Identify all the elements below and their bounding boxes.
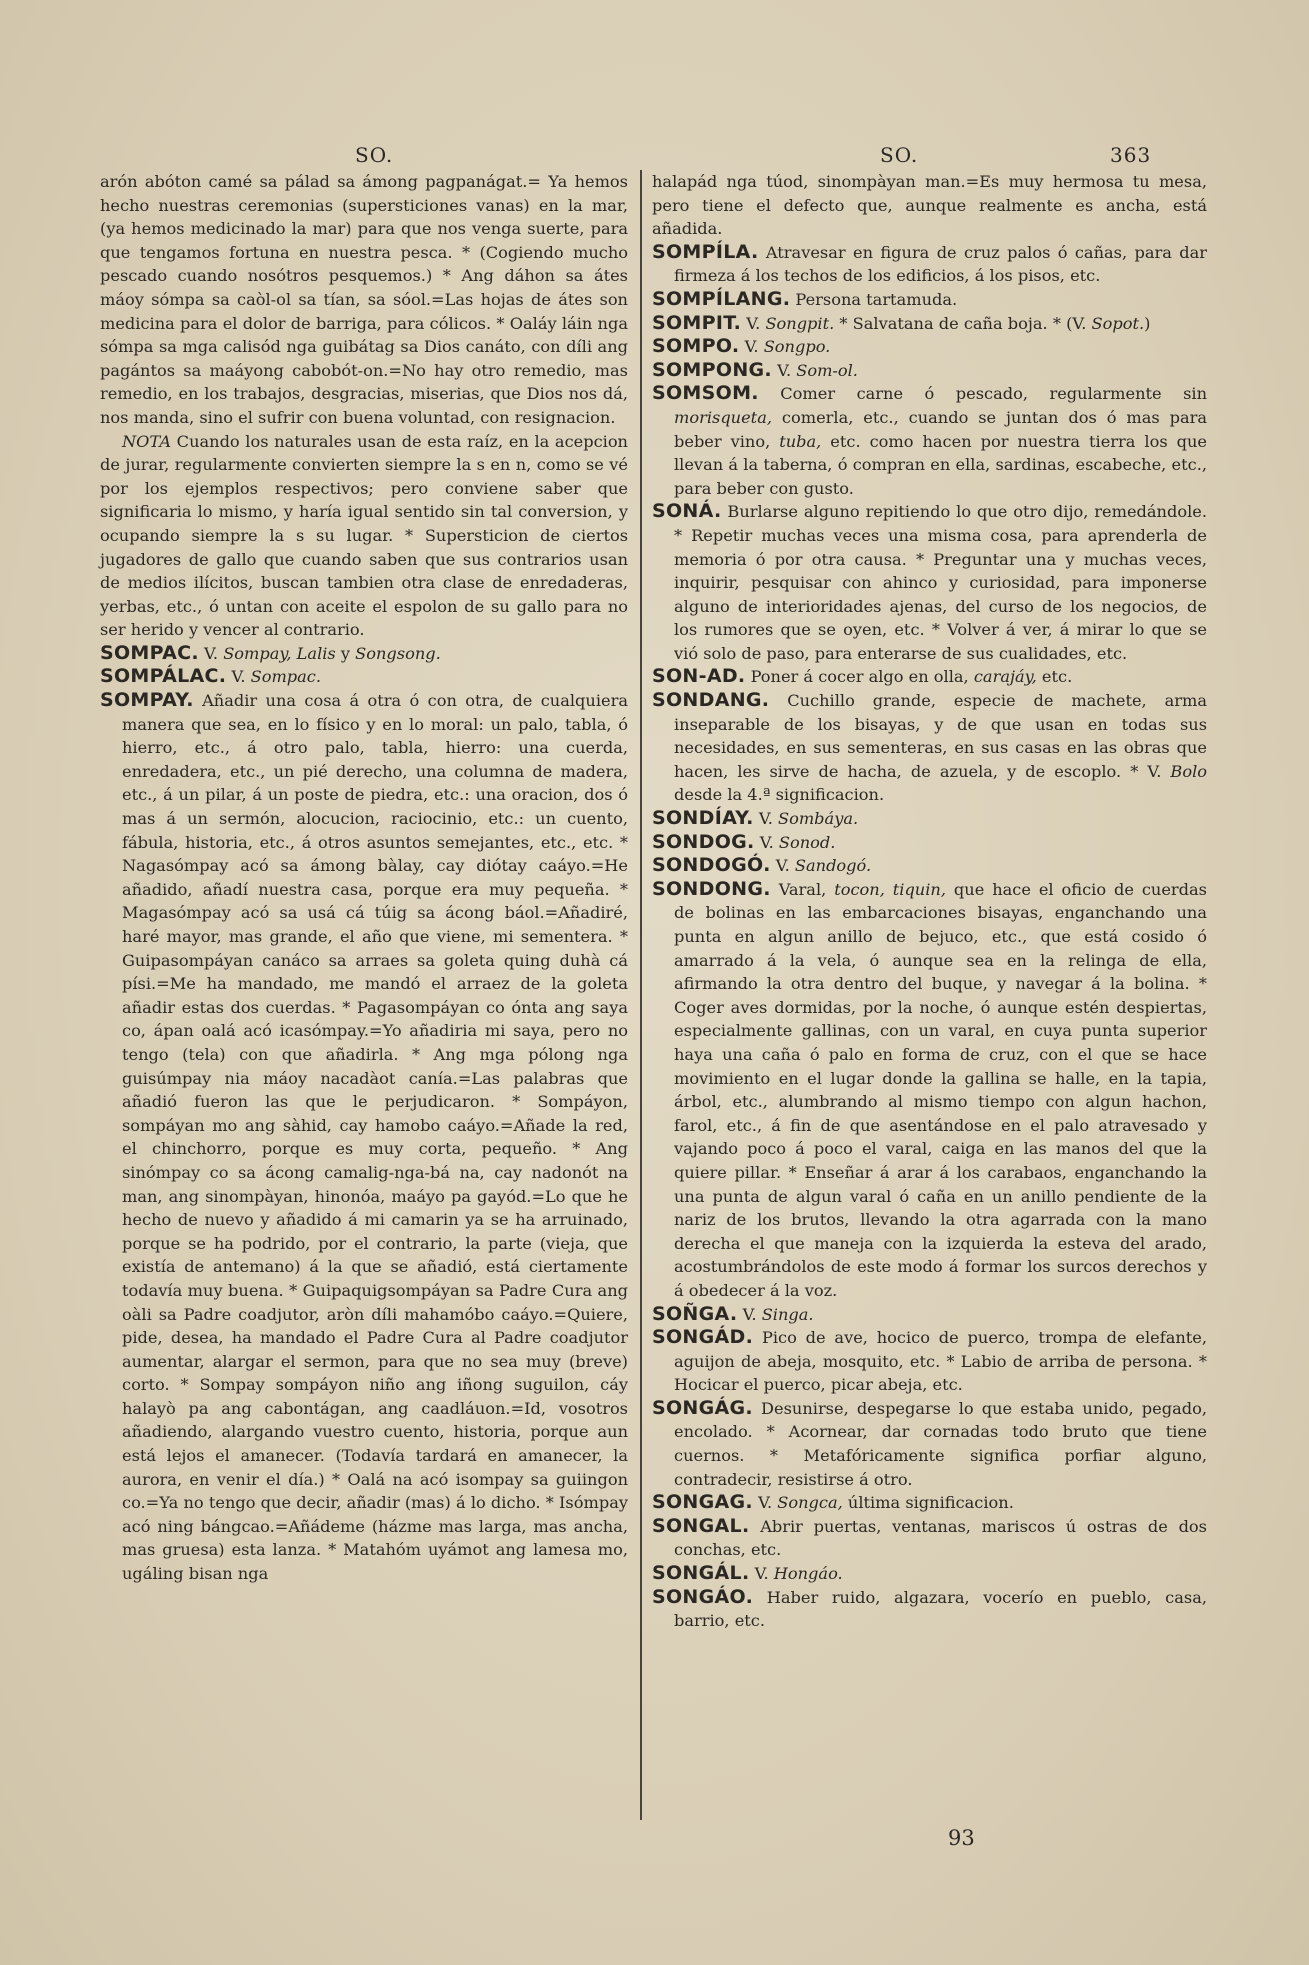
- definition-text: V.: [198, 643, 224, 663]
- definition-text: V.: [752, 1493, 778, 1513]
- cross-reference: Songsong.: [355, 643, 441, 663]
- dictionary-entry: [652, 1303, 1207, 1327]
- left-column: [100, 170, 628, 1586]
- headword: SOÑGA.: [652, 1302, 738, 1325]
- header-right: SO.: [880, 143, 919, 167]
- headword: SONGAL.: [652, 1514, 750, 1537]
- dictionary-entry: [652, 689, 1207, 807]
- right-entries: [652, 241, 1207, 1633]
- definition-text: Pico de ave, hocico de puerco, trompa de elefante, aguijon de abeja, mosquito, etc. * Labio de arriba de persona. * Hocicar el puerco, picar abeja, etc.: [674, 1328, 1207, 1395]
- cross-reference: Sompay, Lalis: [223, 643, 336, 663]
- dictionary-entry: [652, 1491, 1207, 1515]
- definition-text: V.: [753, 809, 778, 829]
- headword: SONGÁG.: [652, 1396, 753, 1419]
- headword: SOMPO.: [652, 335, 740, 358]
- dictionary-entry: [652, 1397, 1207, 1491]
- definition-text: Cuchillo grande, especie de machete, arma inseparable de los bisayas, y de que usan en todas sus necesidades, en sus sementeras, en sus casas en las obras que hacen, les sirve de hacha, de azuela, y de escoplo. * V.: [674, 691, 1207, 781]
- definition-text: Persona tartamuda.: [790, 289, 958, 309]
- headword: SONGAG.: [652, 1491, 753, 1514]
- dictionary-entry: [652, 288, 1207, 312]
- definition-text: V.: [741, 313, 766, 333]
- definition-text: Comer carne ó pescado, regularmente sin: [758, 384, 1207, 404]
- cross-reference: Bolo: [1170, 761, 1207, 781]
- nota-label: NOTA: [122, 431, 172, 451]
- signature-mark: 93: [948, 1826, 975, 1850]
- headword: SOMPAC.: [100, 641, 199, 664]
- left-entries: [100, 642, 628, 689]
- column-divider: [640, 170, 642, 1820]
- dictionary-entry: [652, 335, 1207, 359]
- cross-reference: Hongáo.: [773, 1564, 843, 1584]
- definition-text: Atravesar en figura de cruz palos ó cañas, para dar firmeza á los techos de los edificios, á los pisos, etc.: [674, 242, 1207, 286]
- dictionary-entry: [100, 665, 628, 689]
- cross-reference: morisqueta,: [674, 407, 772, 427]
- entry-sompay: [100, 689, 628, 1586]
- right-column: [652, 170, 1207, 1633]
- headword: SOMPÍLANG.: [652, 287, 791, 310]
- headword: SONGÁL.: [652, 1562, 750, 1585]
- headword: SONDANG.: [652, 689, 770, 712]
- cross-reference: Sonod.: [778, 832, 836, 852]
- definition-text: Haber ruido, algazara, vocerío en pueblo, casa, barrio, etc.: [674, 1587, 1207, 1631]
- definition-text: V.: [770, 856, 795, 876]
- nota-text: Cuando los naturales usan de esta raíz, en la acepcion de jurar, regularmente convierten siempre la s en n, como se vé por los ejemplos respectivos; pero conviene saber que significaria lo mismo, y haría igual sentido sin tal conversion, y ocupando siempre la s su lugar. * Supersticion de ciertos jugadores de gallo que cuando saben que sus contrarios usan de medios ilícitos, buscan tambien otra clase de enredaderas, yerbas, etc., ó untan con aceite el espolon de su gallo para no ser herido y vencer al contrario.: [100, 431, 628, 640]
- definition-text: Desunirse, despegarse lo que estaba unido, pegado, encolado. * Acornear, dar cornadas todo bruto que tiene cuernos. * Metafóricamente significa porfiar alguno, contradecir, resistirse á otro.: [674, 1398, 1207, 1489]
- dictionary-entry: [652, 1515, 1207, 1562]
- page-number: 363: [1110, 143, 1152, 167]
- headword: SONÁ.: [652, 500, 722, 523]
- headword: SONGÁD.: [652, 1326, 754, 1349]
- dictionary-entry: [652, 1562, 1207, 1586]
- dictionary-entry: [652, 1586, 1207, 1633]
- definition: Añadir una cosa á otra ó con otra, de cualquiera manera que sea, en lo físico y en lo moral: un palo, tabla, ó hierro, etc., á otro palo, tabla, hierro: una cuerda, enredadera, etc., un pié derecho, una columna de madera, etc., á un pilar, á un poste de piedra, etc.: una oracion, dos ó mas á un sermón, alocucion, raciocinio, etc.: un cuento, fábula, historia, etc., á otros asuntos semejantes, etc., etc. * Nagasómpay acó sa ámong bàlay, cay diótay caáyo.=He añadido, añadí nuestra casa, porque era muy pequeña. * Magasómpay acó sa usá cá túig sa ácong báol.=Añadiré, haré mayor, mas grande, el año que viene, mi sementera. * Guipasompáyan canáco sa arraes sa goleta quing duhà cá písi.=Me ha mandado, me mandó el arraez de la goleta añadir estas dos cuerdas. * Pagasompáyan co ónta ang saya co, ápan oalá acó icasómpay.=Yo añadiria mi saya, pero no tengo (tela) con que añadirla. * Ang mga pólong nga guisúmpay nia máoy nacadàot canía.=Las palabras que añadió fueron las que le perjudicaron. * Sompáyon, sompáyan mo ang sàhid, cay hamobo caáyo.=Añade la red, el chinchorro, porque es muy corta, pequeño. * Ang sinómpay co sa ácong camalig-nga-bá na, cay nadonót na man, ang sinompàyan, hinonóa, maáyo pa gayód.=Lo que he hecho de nuevo y añadido á mi camarin ya se ha arruinado, porque se ha podrido, por el contrario, la parte (vieja, que existía de antemano) á la que se añadió, está ciertamente todavía muy buena. * Guipaquigsompáyan sa Padre Cura ang oàli sa Padre coadjutor, aròn díli mahamóbo caáyo.=Quiere, pide, desea, ha mandado el Padre Cura al Padre coadjutor aumentar, alargar el sermon, para que no sea muy (breve) corto. * Sompay sompáyon niño ang iñong suguilon, cáy halayò pa ang cabontágan, ang caadláuon.=Id, vosotros añadiendo, alargando vuestro cuento, historia, porque aun está lejos el amanecer. (Todavía tardará en amanecer, la aurora, en venir el día.) * Oalá na acó isompay sa guiingon co.=Ya no tengo que decir, añadir (mas) á lo dicho. * Isómpay acó ning bángcao.=Añádeme (házme mas larga, mas ancha, mas gruesa) esta lanza. * Matahóm uyámot ang lamesa mo, ugáling bisan nga: [122, 691, 628, 1584]
- cross-reference: Singa.: [761, 1304, 814, 1324]
- definition-text: V.: [737, 1304, 762, 1324]
- cross-reference: carajáy,: [973, 667, 1037, 687]
- cross-reference: Sopot.: [1091, 313, 1145, 333]
- definition-text: * Salvatana de caña boja. * (V.: [834, 313, 1092, 333]
- definition-text: etc. como hacen por nuestra tierra los que llevan á la taberna, ó compran en ella, sardinas, escabeche, etc., para beber con gusto.: [674, 431, 1207, 498]
- cross-reference: Sombáya.: [778, 809, 859, 829]
- definition-text: que hace el oficio de cuerdas de bolinas en las embarcaciones bisayas, enganchando una punta en algun anillo de bejuco, etc., que está cosido ó amarrado á la vela, ó aunque sea en la relinga de ella, afirmando la otra dentro del buque, y navegar á la bolina. * Coger aves dormidas, por la noche, ó aunque estén despiertas, especialmente gallinas, con un varal, en cuya punta superior haya una caña ó palo en forma de cruz, con el que se hace movimiento en el lugar donde la gallina se halle, en la tapia, árbol, etc., alumbrando al mismo tiempo con algun hachon, farol, etc., á fin de que asentándose en el palo atravesado y vajando poco á poco el varal, caiga en las manos del que la quiere pillar. * Enseñar á arar á los carabaos, enganchando la una punta de algun varal ó caña en un anillo pendiente de la nariz de los brutos, llevando la otra agarrada con la mano derecha el que maneja con la izquierda la esteva del arado, acostumbrándolos de este modo á formar los surcos derechos y á obedecer á la voz.: [674, 879, 1207, 1300]
- definition-text: y: [335, 643, 356, 663]
- headword: SOMPÍLA.: [652, 240, 759, 263]
- cross-reference: tocon, tiquin,: [834, 879, 946, 899]
- dictionary-entry: [652, 312, 1207, 336]
- dictionary-entry: [652, 665, 1207, 689]
- definition-text: Poner á cocer algo en olla,: [745, 667, 974, 687]
- headword: SOMPÁLAC.: [100, 665, 227, 688]
- definition-text: V.: [226, 667, 251, 687]
- definition-text: comerla, etc., cuando se juntan dos ó mas para beber vino,: [674, 407, 1207, 451]
- dictionary-entry: [652, 241, 1207, 288]
- definition-text: V.: [754, 832, 779, 852]
- dictionary-entry: [652, 1326, 1207, 1397]
- cross-reference: tuba,: [779, 431, 822, 451]
- headword: SONDÍAY.: [652, 807, 754, 830]
- definition-text: Varal,: [770, 879, 835, 899]
- headword: SONDONG.: [652, 877, 771, 900]
- nota-paragraph: [100, 430, 628, 642]
- dictionary-entry: [652, 831, 1207, 855]
- dictionary-entry: [652, 359, 1207, 383]
- dictionary-entry: [652, 854, 1207, 878]
- headword: SOMPIT.: [652, 311, 742, 334]
- dictionary-entry: [652, 807, 1207, 831]
- continuation-text: halapád nga túod, sinompàyan man.=Es muy hermosa tu mesa, pero tiene el defecto que, aunque realmente es ancha, está añadida.: [652, 172, 1207, 239]
- definition-text: Burlarse alguno repitiendo lo que otro dijo, remedándole. * Repetir muchas veces una misma cosa, para aprenderla de memoria ó por otra causa. * Preguntar una y muchas veces, inquirir, pesquisar con ahinco y curiosidad, para imponerse alguno de interioridades ajenas, del curso de los negocios, de los rumores que se oyen, etc. * Volver á ver, á mirar lo que se vió solo de paso, para enterarse de sus cualidades, etc.: [674, 502, 1207, 663]
- definition-text: V.: [749, 1564, 774, 1584]
- definition-text: etc.: [1036, 667, 1073, 687]
- dictionary-entry: [652, 878, 1207, 1303]
- dictionary-entry: [652, 382, 1207, 500]
- cross-reference: Som-ol.: [796, 360, 858, 380]
- cross-reference: Songpit.: [765, 313, 835, 333]
- definition-text: V.: [771, 360, 797, 380]
- headword: SOMPONG.: [652, 358, 772, 381]
- definition-text: última significacion.: [842, 1493, 1014, 1513]
- cross-reference: Songpo.: [763, 337, 831, 357]
- dictionary-entry: [652, 500, 1207, 665]
- header-left: SO.: [355, 143, 394, 167]
- cross-reference: Sandogó.: [794, 856, 872, 876]
- headword: SONDOGÓ.: [652, 854, 771, 877]
- cross-reference: Sompac.: [250, 667, 322, 687]
- headword: SONGÁO.: [652, 1585, 754, 1608]
- headword: SOMSOM.: [652, 382, 759, 405]
- definition-text: Abrir puertas, ventanas, mariscos ú ostras de dos conchas, etc.: [674, 1516, 1207, 1560]
- headword: SOMPAY.: [100, 689, 194, 712]
- definition-text: ): [1144, 313, 1151, 333]
- cross-reference: Songca,: [777, 1493, 843, 1513]
- definition-text: V.: [739, 337, 764, 357]
- definition-text: desde la 4.ª significacion.: [674, 785, 885, 805]
- continuation-text: arón abóton camé sa pálad sa ámong pagpanágat.= Ya hemos hecho nuestras ceremonias (supersticiones vanas) en la mar, (ya hemos medicinado la mar) para que nos venga suerte, para que tengamos fortuna en nuestra pesca. * (Cogiendo mucho pescado cuando nosótros pesquemos.) * Ang dáhon sa átes máoy sómpa sa caòl-ol sa tían, sa sóol.=Las hojas de átes son medicina para el dolor de barriga, para cólicos. * Oaláy láin nga sómpa sa mga calisód nga guibátag sa Dios canáto, con díli ang pagántos sa maáyong cabobót-on.=No hay otro remedio, mas remedio, en los trabajos, desgracias, miserias, que Dios nos dá, nos manda, sino el sufrir con buena voluntad, con resignacion.: [100, 172, 628, 427]
- headword: SON-AD.: [652, 665, 746, 688]
- dictionary-entry: [100, 642, 628, 666]
- headword: SONDOG.: [652, 830, 755, 853]
